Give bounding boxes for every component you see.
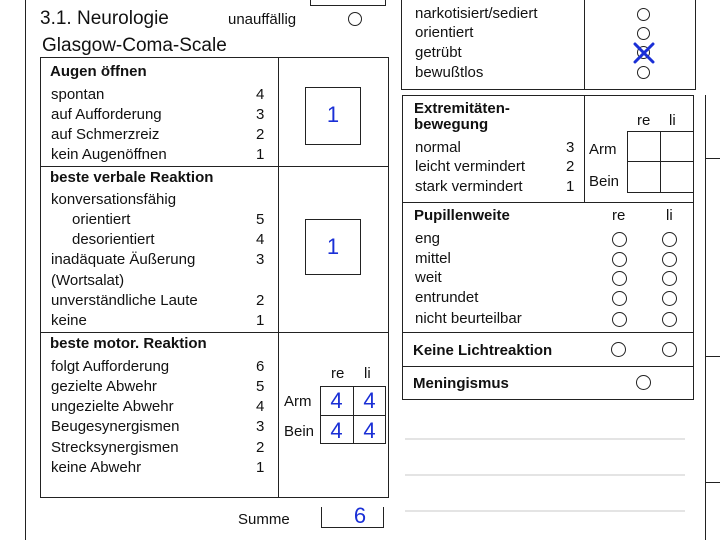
meningism-label: Meningismus [413,375,509,392]
pupils-col-re: re [612,207,626,224]
motor-item-label: ungezielte Abwehr [51,398,174,415]
verbal-item-label: desorientiert [72,231,155,248]
cross-mark-icon [632,41,656,65]
verbal-item-label: keine [51,312,87,329]
verbal-item-score: 2 [256,292,265,309]
motor-bein-re[interactable]: 4 [330,418,343,443]
motor-item-label: gezielte Abwehr [51,378,157,395]
motor-item-score: 3 [256,418,265,435]
pupil-li-checkbox[interactable] [662,291,677,306]
motor-heading: beste motor. Reaktion [50,335,207,352]
eyes-heading: Augen öffnen [50,63,147,80]
meningism-checkbox[interactable] [636,375,651,390]
pupils-item-label: weit [415,269,442,286]
extremities-item-score: 1 [566,178,575,195]
pupils-heading: Pupillenweite [414,207,510,224]
extremities-item-label: normal [415,139,461,156]
extremities-col-li: li [669,112,676,129]
pupil-li-checkbox[interactable] [662,232,677,247]
verbal-item-score: 1 [256,312,265,329]
consciousness-label: narkotisiert/sediert [415,5,538,22]
faint-line [405,474,685,476]
unauffaellig-checkbox[interactable] [348,12,362,26]
motor-row-bein: Bein [284,423,315,440]
motor-row-arm: Arm [284,393,312,410]
verbal-item-label: orientiert [72,211,131,228]
consciousness-checkbox[interactable] [637,66,650,79]
pupils-item-label: eng [415,230,441,247]
consciousness-label: orientiert [415,24,474,41]
summe-label: Summe [238,511,290,528]
light-reaction-re-checkbox[interactable] [611,342,626,357]
extremities-col-re: re [637,112,651,129]
pupil-re-checkbox[interactable] [612,271,627,286]
verbal-item-score: 3 [256,251,265,268]
eyes-item-label: auf Schmerzreiz [51,126,160,143]
extremities-heading: bewegung [414,116,489,133]
verbal-item-label: (Wortsalat) [51,272,125,289]
eyes-item-score: 4 [256,86,265,103]
faint-line [405,438,685,440]
pupil-li-checkbox[interactable] [662,271,677,286]
extremities-item-score: 2 [566,158,575,175]
motor-col-li: li [364,365,371,382]
eyes-item-label: auf Aufforderung [51,106,162,123]
consciousness-checkbox[interactable] [637,27,650,40]
motor-item-label: Strecksynergismen [51,439,179,456]
pupils-col-li: li [666,207,673,224]
verbal-item-score: 4 [256,231,265,248]
gcs-title: Glasgow-Coma-Scale [42,35,227,56]
verbal-item-score: 5 [256,211,265,228]
eyes-item-label: kein Augenöffnen [51,146,167,163]
eyes-item-score: 3 [256,106,265,123]
pupil-li-checkbox[interactable] [662,312,677,327]
consciousness-label: getrübt [415,44,462,61]
motor-bein-li[interactable]: 4 [363,418,376,443]
pupils-item-label: nicht beurteilbar [415,310,522,327]
motor-item-label: keine Abwehr [51,459,142,476]
motor-item-score: 1 [256,459,265,476]
summe-value[interactable]: 6 [353,503,367,528]
verbal-item-label: inadäquate Äußerung [51,251,196,268]
pupil-re-checkbox[interactable] [612,312,627,327]
motor-item-label: folgt Aufforderung [51,358,170,375]
pupil-re-checkbox[interactable] [612,291,627,306]
motor-item-score: 6 [256,358,265,375]
extremities-item-label: stark vermindert [415,178,523,195]
light-reaction-li-checkbox[interactable] [662,342,677,357]
pupils-item-label: mittel [415,250,451,267]
unauffaellig-label: unauffällig [228,11,297,28]
motor-item-score: 2 [256,439,265,456]
extremities-heading: Extremitäten- [414,100,510,117]
eyes-item-score: 2 [256,126,265,143]
extremities-item-score: 3 [566,139,575,156]
extremities-row-bein: Bein [589,173,620,190]
eyes-score-value: 1 [326,102,340,127]
motor-arm-li[interactable]: 4 [363,388,376,413]
motor-item-score: 4 [256,398,265,415]
light-reaction-label: Keine Lichtreaktion [413,342,553,359]
motor-item-score: 5 [256,378,265,395]
section-title: 3.1. Neurologie [40,8,169,29]
motor-item-label: Beugesynergismen [51,418,180,435]
consciousness-label: bewußtlos [415,64,484,81]
verbal-score-value: 1 [326,234,340,259]
verbal-group-label: konversationsfähig [51,191,177,208]
faint-line [405,510,685,512]
pupil-li-checkbox[interactable] [662,252,677,267]
eyes-item-score: 1 [256,146,265,163]
verbal-item-label: unverständliche Laute [51,292,198,309]
eyes-item-label: spontan [51,86,105,103]
extremities-row-arm: Arm [589,141,617,158]
pupil-re-checkbox[interactable] [612,252,627,267]
motor-arm-re[interactable]: 4 [330,388,343,413]
motor-col-re: re [331,365,345,382]
pupils-item-label: entrundet [415,289,479,306]
extremities-item-label: leicht vermindert [415,158,526,175]
pupil-re-checkbox[interactable] [612,232,627,247]
verbal-heading: beste verbale Reaktion [50,169,214,186]
consciousness-checkbox[interactable] [637,8,650,21]
